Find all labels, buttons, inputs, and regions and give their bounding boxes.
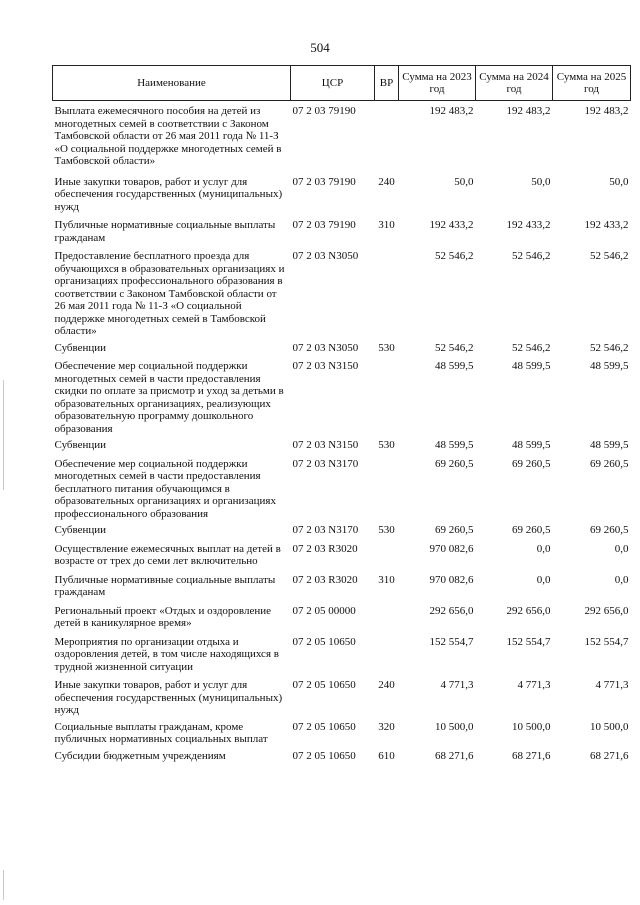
table-header <box>53 66 631 101</box>
row-sum-2023: 292 656,0 <box>429 604 474 617</box>
row-vr <box>375 452 399 521</box>
table-row <box>53 568 631 599</box>
row-name: Субвенции <box>54 439 107 451</box>
row-name: Иные закупки товаров, работ и услуг для обеспечения государственных (муниципальных) нужд <box>54 175 283 213</box>
row-sum-2024: 52 546,2 <box>512 250 551 262</box>
table-row <box>53 599 631 630</box>
row-sum-2024: 68 271,6 <box>512 749 551 762</box>
row-sum-2025: 10 500,0 <box>590 720 629 733</box>
row-sum-2024: 4 771,3 <box>517 679 551 691</box>
row-sum-2025: 48 599,5 <box>590 360 629 372</box>
row-csr: 07 2 03 R3020 <box>292 573 358 586</box>
row-sum-2023: 48 599,5 <box>435 360 474 372</box>
row-sum-2024: 69 260,5 <box>512 524 551 536</box>
row-sum-2023: 4 771,3 <box>440 679 474 691</box>
row-sum-2024: 10 500,0 <box>512 720 551 733</box>
row-name: Социальные выплаты гражданам, кроме публичных нормативных социальных выплат <box>54 720 268 745</box>
header-sum-2025: Сумма на 2025 год <box>553 66 631 101</box>
row-name: Осуществление ежемесячных выплат на детей в возрасте от трех до семи лет включительно <box>54 542 281 567</box>
row-csr: 07 2 03 N3050 <box>292 341 359 354</box>
row-vr: 240 <box>378 175 395 188</box>
row-sum-2023: 52 546,2 <box>435 250 474 262</box>
row-sum-2025: 48 599,5 <box>590 439 629 451</box>
row-sum-2024: 192 483,2 <box>506 105 551 117</box>
scan-artifact-bottom <box>3 870 4 900</box>
table-row <box>53 673 631 717</box>
table-row <box>53 244 631 338</box>
row-sum-2025: 69 260,5 <box>590 457 629 470</box>
row-sum-2023: 970 082,6 <box>429 573 474 586</box>
table-row <box>53 354 631 435</box>
table-row <box>53 452 631 521</box>
row-sum-2023: 50,0 <box>454 175 474 188</box>
table-row <box>53 338 631 355</box>
row-csr: 07 2 03 79190 <box>292 219 356 231</box>
row-sum-2023: 10 500,0 <box>435 720 474 733</box>
table-row <box>53 101 631 168</box>
row-sum-2023: 152 554,7 <box>429 635 474 648</box>
row-sum-2025: 52 546,2 <box>590 250 629 262</box>
row-sum-2024: 48 599,5 <box>512 360 551 372</box>
row-csr: 07 2 03 N3150 <box>292 439 359 451</box>
row-vr: 530 <box>378 439 395 451</box>
header-sum-2024: Сумма на 2024 год <box>476 66 553 101</box>
row-sum-2024: 52 546,2 <box>512 341 551 354</box>
page-number: 504 <box>310 40 330 55</box>
table-row <box>53 520 631 537</box>
row-sum-2025: 68 271,6 <box>590 749 629 762</box>
row-csr: 07 2 05 10650 <box>292 679 356 691</box>
row-name: Публичные нормативные социальные выплаты гражданам <box>54 573 276 598</box>
row-name: Мероприятия по организации отдыха и оздоровления детей, в том числе находящихся в трудной жизненной ситуации <box>54 635 279 673</box>
row-sum-2025: 192 483,2 <box>584 105 629 117</box>
row-sum-2024: 192 433,2 <box>506 219 551 231</box>
row-csr: 07 2 03 N3170 <box>292 524 359 536</box>
row-sum-2024: 69 260,5 <box>512 457 551 470</box>
row-name: Субвенции <box>54 524 107 536</box>
row-vr: 240 <box>378 679 395 691</box>
table-row <box>53 537 631 568</box>
row-name: Обеспечение мер социальной поддержки многодетных семей в части предоставления бесплатного питания обучающимся в образовательных организациях и организациях профессионального образования <box>54 457 276 520</box>
table-body <box>53 101 631 763</box>
row-sum-2024: 152 554,7 <box>506 635 551 648</box>
row-vr <box>375 630 399 674</box>
row-sum-2023: 192 433,2 <box>429 219 474 231</box>
row-sum-2024: 50,0 <box>531 175 551 188</box>
row-sum-2023: 192 483,2 <box>429 105 474 117</box>
row-csr: 07 2 03 79190 <box>292 175 356 188</box>
row-sum-2023: 48 599,5 <box>435 439 474 451</box>
table-row <box>53 746 631 763</box>
row-name: Выплата ежемесячного пособия на детей из многодетных семей в соответствии с Законом Тамбовской области от 26 мая 2011 года № 11-З «О социальной поддержке многодетных семей в Тамбовской области» <box>54 105 282 167</box>
table-row <box>53 213 631 244</box>
scan-artifact-top <box>3 380 4 490</box>
row-vr <box>375 354 399 435</box>
budget-table <box>52 65 631 762</box>
row-sum-2025: 69 260,5 <box>590 524 629 536</box>
table-row <box>53 717 631 746</box>
row-sum-2024: 0,0 <box>536 542 551 555</box>
row-name: Иные закупки товаров, работ и услуг для обеспечения государственных (муниципальных) нужд <box>54 679 283 716</box>
table-row <box>53 168 631 214</box>
row-vr: 310 <box>378 573 395 586</box>
header-sum-2023: Сумма на 2023 год <box>399 66 476 101</box>
header-name: Наименование <box>53 66 291 101</box>
row-sum-2023: 68 271,6 <box>435 749 474 762</box>
header-vr: ВР <box>375 66 399 101</box>
row-csr: 07 2 03 N3170 <box>292 457 359 470</box>
row-sum-2025: 50,0 <box>609 175 629 188</box>
row-sum-2025: 292 656,0 <box>584 604 629 617</box>
row-csr: 07 2 03 79190 <box>292 105 356 117</box>
row-sum-2023: 69 260,5 <box>435 524 474 536</box>
row-vr: 310 <box>378 219 395 231</box>
row-name: Обеспечение мер социальной поддержки многодетных семей в части предоставления скидки по оплате за присмотр и уход за детьми в образовательных организациях, реализующих образовательную программу дошкольного образования <box>54 360 284 435</box>
row-sum-2023: 52 546,2 <box>435 341 474 354</box>
row-vr <box>375 537 399 568</box>
row-sum-2025: 0,0 <box>614 573 629 586</box>
row-sum-2024: 48 599,5 <box>512 439 551 451</box>
row-sum-2024: 292 656,0 <box>506 604 551 617</box>
row-csr: 07 2 05 00000 <box>292 604 356 617</box>
row-name: Предоставление бесплатного проезда для обучающихся в образовательных организациях и организациях профессионального образования в соответствии с Законом Тамбовской области от 26 мая 2011 года № 11-З «О социальной поддержке многодетных семей в Тамбовской области» <box>54 250 285 337</box>
row-vr: 320 <box>378 720 395 733</box>
row-vr: 610 <box>378 749 395 762</box>
table-row <box>53 435 631 452</box>
row-vr: 530 <box>378 524 395 536</box>
row-name: Публичные нормативные социальные выплаты гражданам <box>54 219 276 244</box>
row-csr: 07 2 03 N3050 <box>292 250 359 262</box>
row-sum-2025: 192 433,2 <box>584 219 629 231</box>
row-csr: 07 2 05 10650 <box>292 635 356 648</box>
row-csr: 07 2 03 N3150 <box>292 360 359 372</box>
row-csr: 07 2 05 10650 <box>292 720 356 733</box>
row-csr: 07 2 03 R3020 <box>292 542 358 555</box>
row-name: Субсидии бюджетным учреждениям <box>54 749 226 762</box>
row-sum-2025: 52 546,2 <box>590 341 629 354</box>
row-sum-2023: 69 260,5 <box>435 457 474 470</box>
table-row <box>53 630 631 674</box>
row-vr <box>375 599 399 630</box>
row-csr: 07 2 05 10650 <box>292 749 356 762</box>
row-name: Региональный проект «Отдых и оздоровление детей в каникулярное время» <box>54 604 271 629</box>
row-vr: 530 <box>378 341 395 354</box>
row-vr <box>375 244 399 338</box>
row-sum-2025: 4 771,3 <box>595 679 629 691</box>
header-csr: ЦСР <box>291 66 375 101</box>
row-sum-2025: 0,0 <box>614 542 629 555</box>
row-vr <box>375 101 399 168</box>
row-name: Субвенции <box>54 341 107 354</box>
row-sum-2025: 152 554,7 <box>584 635 629 648</box>
row-sum-2023: 970 082,6 <box>429 542 474 555</box>
row-sum-2024: 0,0 <box>536 573 551 586</box>
